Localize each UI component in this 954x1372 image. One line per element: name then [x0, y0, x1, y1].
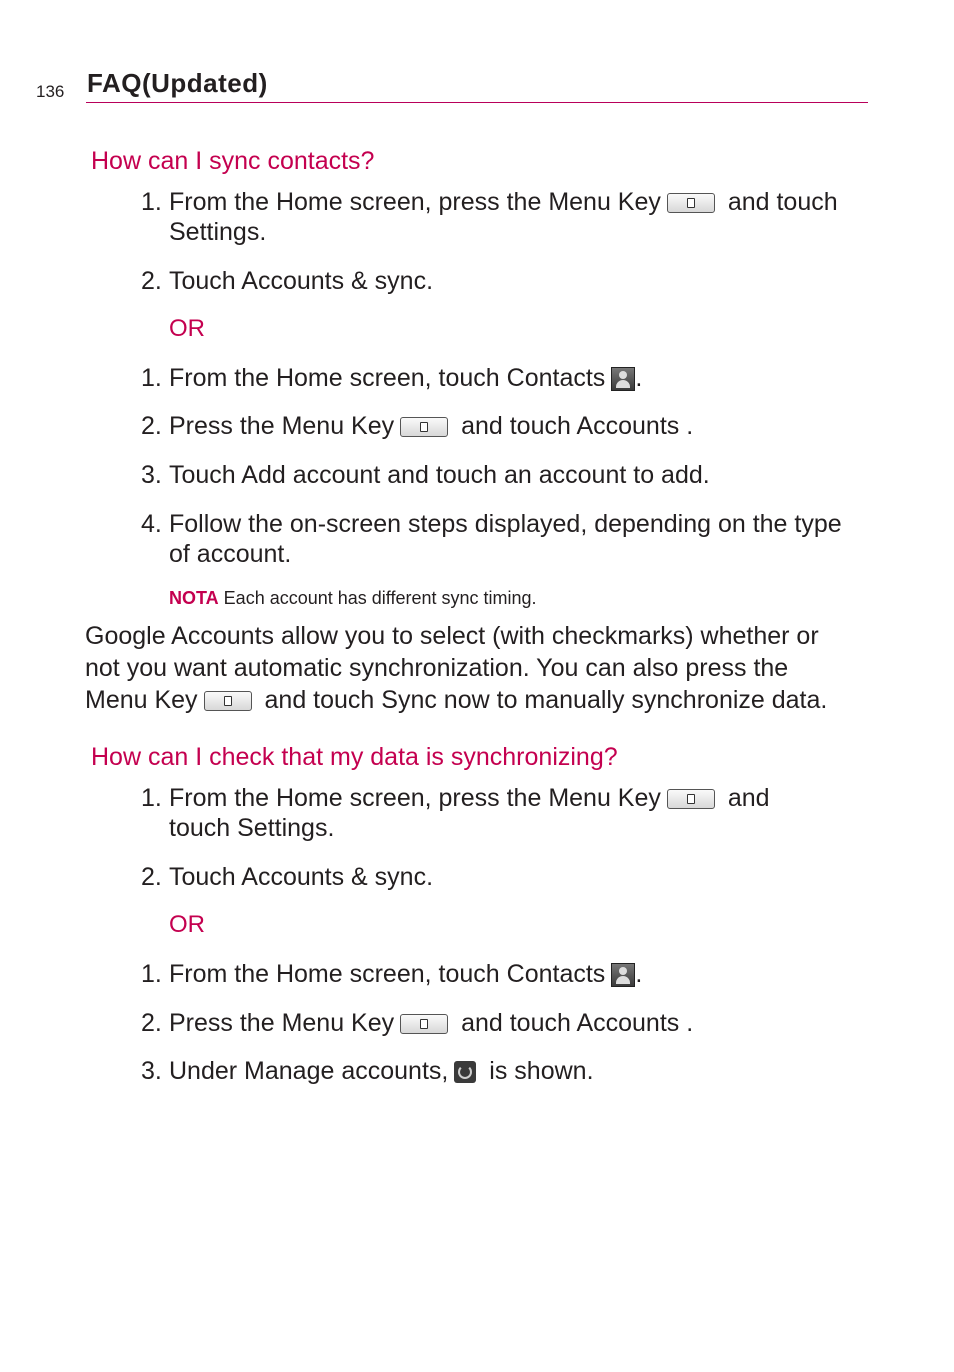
- step-number: 2.: [141, 1009, 162, 1037]
- step-number: 3.: [141, 461, 162, 489]
- accounts-sync-label: Accounts & sync: [241, 863, 427, 891]
- menu-key-label: Menu Key: [548, 188, 661, 216]
- menu-key-label: Menu Key: [85, 686, 198, 714]
- paragraph-line: Google Accounts allow you to select (with checkmarks) whether or: [85, 622, 819, 650]
- step-number: 1.: [141, 364, 162, 392]
- step-number: 2.: [141, 267, 162, 295]
- q1-step-2: [141, 266, 871, 296]
- step-number: 2.: [141, 412, 162, 440]
- period: .: [426, 267, 434, 295]
- step-text: and touch: [720, 188, 838, 216]
- step-text: Touch: [169, 267, 242, 295]
- accounts-sync-label: Accounts & sync: [241, 267, 427, 295]
- step-number: 1.: [141, 784, 162, 812]
- step-number: 1.: [141, 188, 162, 216]
- step-text: and: [720, 784, 770, 812]
- step-number: 3.: [141, 1057, 162, 1085]
- step-number: 2.: [141, 863, 162, 891]
- q2-step-1: [141, 783, 871, 843]
- or-label: OR: [169, 911, 205, 938]
- paragraph-text: and touch: [257, 686, 382, 714]
- sync-icon: [454, 1061, 476, 1083]
- sync-now-label: Sync now: [381, 686, 490, 714]
- menu-key-icon: [204, 691, 252, 711]
- paragraph-line: not you want automatic synchronization. You can also press the: [85, 654, 789, 682]
- note-text: Each account has different sync timing.: [218, 588, 537, 608]
- step-text: From the Home screen, press the: [169, 784, 549, 812]
- contacts-label: Contacts: [506, 364, 606, 392]
- step-text: Under: [169, 1057, 245, 1085]
- q1-alt-step-4: [141, 509, 871, 569]
- q2-alt-step-3: [141, 1056, 871, 1086]
- period: .: [635, 960, 643, 988]
- q2-step-2: [141, 862, 871, 892]
- menu-key-label: Menu Key: [281, 412, 395, 440]
- accounts-label: Accounts: [576, 412, 680, 440]
- header-rule: [86, 102, 868, 103]
- step-text: is shown.: [482, 1057, 594, 1085]
- period: .: [679, 412, 694, 440]
- period: .: [635, 364, 643, 392]
- menu-key-icon: [400, 417, 448, 437]
- google-accounts-paragraph: [85, 620, 875, 716]
- q1-alt-step-2: [141, 411, 871, 441]
- q1-step-1: [141, 187, 871, 247]
- settings-label: Settings: [237, 814, 328, 842]
- step-text: and touch: [454, 412, 577, 440]
- contacts-icon: [611, 367, 635, 391]
- manage-accounts-label: Manage accounts: [244, 1057, 442, 1085]
- q2-alt-step-2: [141, 1008, 871, 1038]
- period: .: [259, 218, 267, 246]
- or-label: OR: [169, 315, 205, 342]
- step-text: Follow the on-screen steps displayed, depending on the type: [169, 510, 842, 538]
- step-text: Touch: [169, 461, 242, 489]
- paragraph-text: to manually synchronize data.: [489, 686, 828, 714]
- question-sync-contacts: How can I sync contacts?: [91, 147, 375, 175]
- step-text: From the Home screen, touch: [169, 960, 507, 988]
- step-text: From the Home screen, touch: [169, 364, 507, 392]
- step-text: touch: [169, 814, 238, 842]
- menu-key-icon: [400, 1014, 448, 1034]
- step-text: and touch: [454, 1009, 577, 1037]
- menu-key-icon: [667, 193, 715, 213]
- step-text: From the Home screen, press the: [169, 188, 549, 216]
- step-number: 4.: [141, 510, 162, 538]
- note: [169, 588, 537, 609]
- note-tag: NOTA: [169, 588, 219, 608]
- period: .: [679, 1009, 694, 1037]
- section-title: FAQ(Updated): [87, 68, 268, 98]
- q1-alt-step-3: [141, 460, 871, 490]
- step-text: and touch an account to add.: [380, 461, 710, 489]
- step-text: Press the: [169, 412, 282, 440]
- settings-label: Settings: [169, 218, 260, 246]
- question-check-sync: How can I check that my data is synchronizing?: [91, 743, 618, 771]
- page-number: 136: [36, 82, 65, 101]
- contacts-label: Contacts: [506, 960, 606, 988]
- q1-alt-step-1: [141, 363, 871, 393]
- menu-key-icon: [667, 789, 715, 809]
- step-text: Touch: [169, 863, 242, 891]
- accounts-label: Accounts: [576, 1009, 680, 1037]
- add-account-label: Add account: [241, 461, 381, 489]
- period: .: [426, 863, 434, 891]
- contacts-icon: [611, 963, 635, 987]
- menu-key-label: Menu Key: [281, 1009, 395, 1037]
- step-number: 1.: [141, 960, 162, 988]
- q2-alt-step-1: [141, 959, 871, 989]
- period: .: [327, 814, 335, 842]
- step-text: of account.: [169, 540, 292, 568]
- menu-key-label: Menu Key: [548, 784, 661, 812]
- comma: ,: [441, 1057, 449, 1085]
- step-text: Press the: [169, 1009, 282, 1037]
